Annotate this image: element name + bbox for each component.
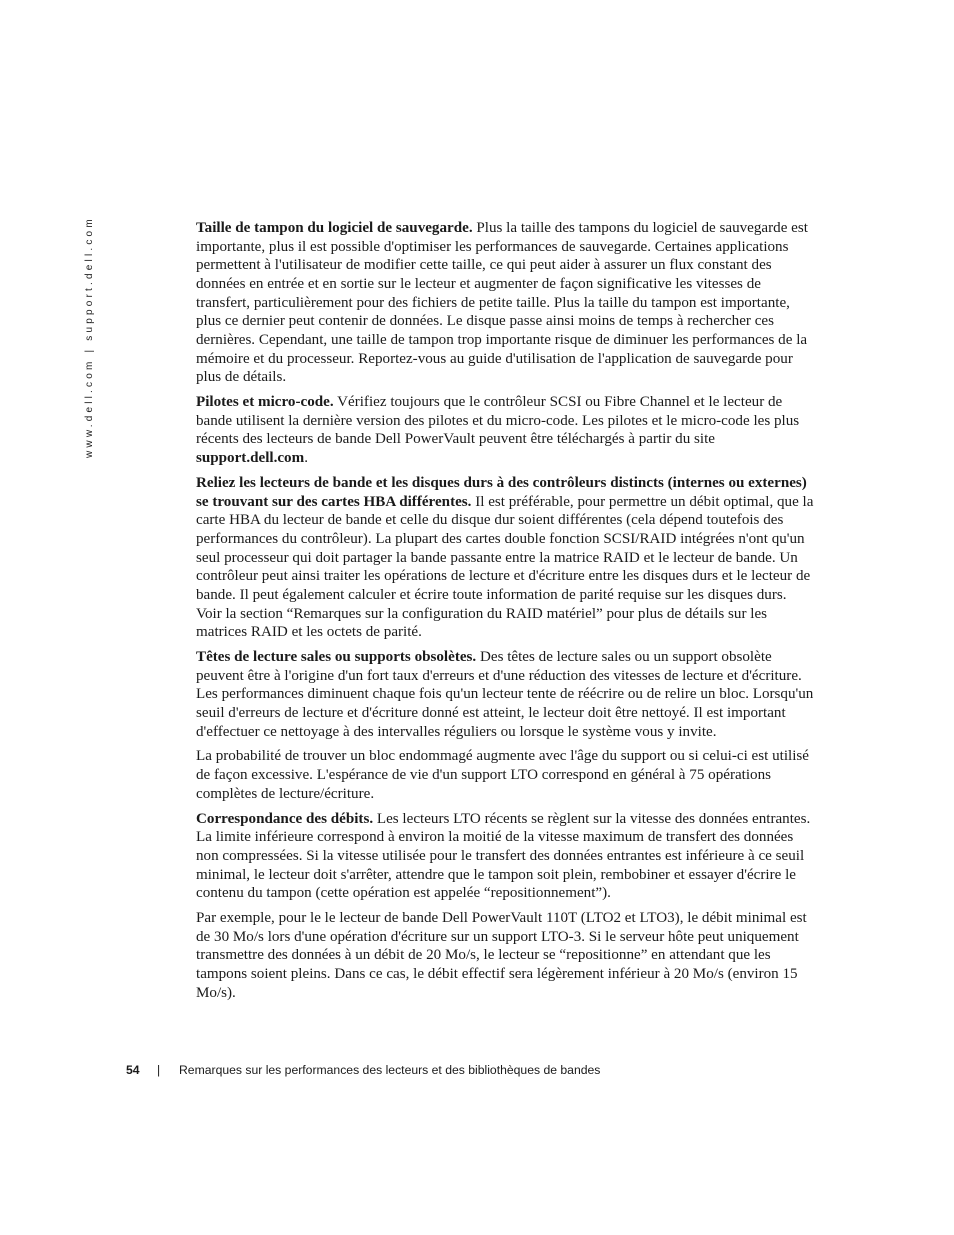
- text-drivers-end: .: [304, 450, 308, 467]
- heading-rate-matching: Correspondance des débits.: [196, 810, 374, 827]
- paragraph-buffer-size: [196, 219, 814, 387]
- text-controllers: Il est préférable, pour permettre un débit optimal, que la carte HBA du lecteur de bande et celle du disque dur soient différentes (cela dépend toutefois des performances du contrôleur). La plupart des cartes double fonction SCSI/RAID intégrées n'ont qu'un seul processeur qui doit partager la bande passante entre la matrice RAID et le lecteur de bande. Un contrôleur peut ainsi traiter les opérations de lecture et d'écriture entre les disques durs et le lecteur de bande. Il peut également calculer et écrire toute information de parité requise sur les disques durs. Voir la section “Remarques sur la configuration du RAID matériel” pour plus de détails sur les matrices RAID et les octets de parité.: [196, 493, 814, 641]
- body-text: [196, 219, 814, 1009]
- text-bad-block: La probabilité de trouver un bloc endommagé augmente avec l'âge du support ou si celui-ci est utilisé de façon excessive. L'espérance de vie d'un support LTO correspond en général à 75 opérations complètes de lecture/écriture.: [196, 748, 809, 802]
- heading-buffer-size: Taille de tampon du logiciel de sauvegarde.: [196, 220, 473, 236]
- paragraph-rate-matching: [196, 810, 814, 903]
- paragraph-dirty-heads: [196, 648, 814, 741]
- footer-title: Remarques sur les performances des lecteurs et des bibliothèques de bandes: [179, 1063, 601, 1077]
- sidebar-url: www.dell.com | support.dell.com: [84, 216, 95, 458]
- heading-controllers: Reliez les lecteurs de bande et les disques durs à des contrôleurs distincts (internes ou externes) se trouvant sur des cartes HBA différentes.: [196, 474, 807, 510]
- support-link[interactable]: support.dell.com: [196, 450, 305, 467]
- text-example: Par exemple, pour le le lecteur de bande Dell PowerVault 110T (LTO2 et LTO3), le débit minimal est de 30 Mo/s lors d'une opération d'écriture sur un support LTO-3. Si le serveur hôte peut uniquement transmettre des données à un débit de 20 Mo/s, le lecteur se “repositionne” en attendant que les tampons soient pleins. Dans ce cas, le débit effectif sera légèrement inférieur à 20 Mo/s (environ 15 Mo/s).: [196, 910, 807, 1001]
- paragraph-controllers: [196, 474, 814, 642]
- paragraph-example: [196, 909, 814, 1002]
- text-rate-matching: Les lecteurs LTO récents se règlent sur la vitesse des données entrantes. La limite inférieure correspond à environ la moitié de la vitesse maximum de transfert des données non compressées. Si la vitesse utilisée pour le transfert des données entrantes est inférieure à ce seuil minimal, le lecteur doit s'arrêter, attendre que le tampon soit plein, rembobiner et essayer d'écrire le contenu du tampon (cette opération est appelée “repositionnement”).: [196, 810, 811, 902]
- text-drivers: Vérifiez toujours que le contrôleur SCSI ou Fibre Channel et le lecteur de bande utilisent la dernière version des pilotes et du micro-code. Les pilotes et le micro-code les plus récents des lecteurs de bande Dell PowerVault peuvent être téléchargés à partir du site: [196, 394, 800, 448]
- text-dirty-heads: Des têtes de lecture sales ou un support obsolète peuvent être à l'origine d'un fort taux d'erreurs et d'une réduction des vitesses de lecture et d'écriture. Les performances diminuent chaque fois qu'un lecteur tente de réécrire ou de relire un bloc. Lorsqu'un seuil d'erreurs de lecture et d'écriture donné est atteint, le lecteur doit être nettoyé. Il est important d'effectuer ce nettoyage à des intervalles réguliers ou lorsque le système vous y invite.: [196, 649, 814, 740]
- page-number: 54: [126, 1063, 140, 1077]
- footer-separator: |: [157, 1063, 161, 1077]
- paragraph-drivers: [196, 393, 814, 468]
- heading-dirty-heads: Têtes de lecture sales ou supports obsolètes.: [196, 649, 477, 665]
- heading-drivers: Pilotes et micro-code.: [196, 394, 334, 411]
- paragraph-bad-block: [196, 747, 814, 803]
- text-buffer-size: Plus la taille des tampons du logiciel de sauvegarde est importante, plus il est possible d'optimiser les performances de sauvegarde. Certaines applications permettent à l'utilisateur de modifier cette taille, ce qui peut aider à assurer un flux constant des données en entrée et en sortie sur le lecteur et augmenter de façon significative les vitesses de transfert, particulièrement pour des fichiers de petite taille. Plus la taille du tampon est importante, plus ce dernier peut contenir de données. Le disque passe ainsi moins de temps à rechercher ces dernières. Cependant, une taille de tampon trop importante risque de diminuer les performances de la mémoire et du processeur. Reportez-vous au guide d'utilisation de l'application de sauvegarde pour plus de détails.: [196, 220, 808, 386]
